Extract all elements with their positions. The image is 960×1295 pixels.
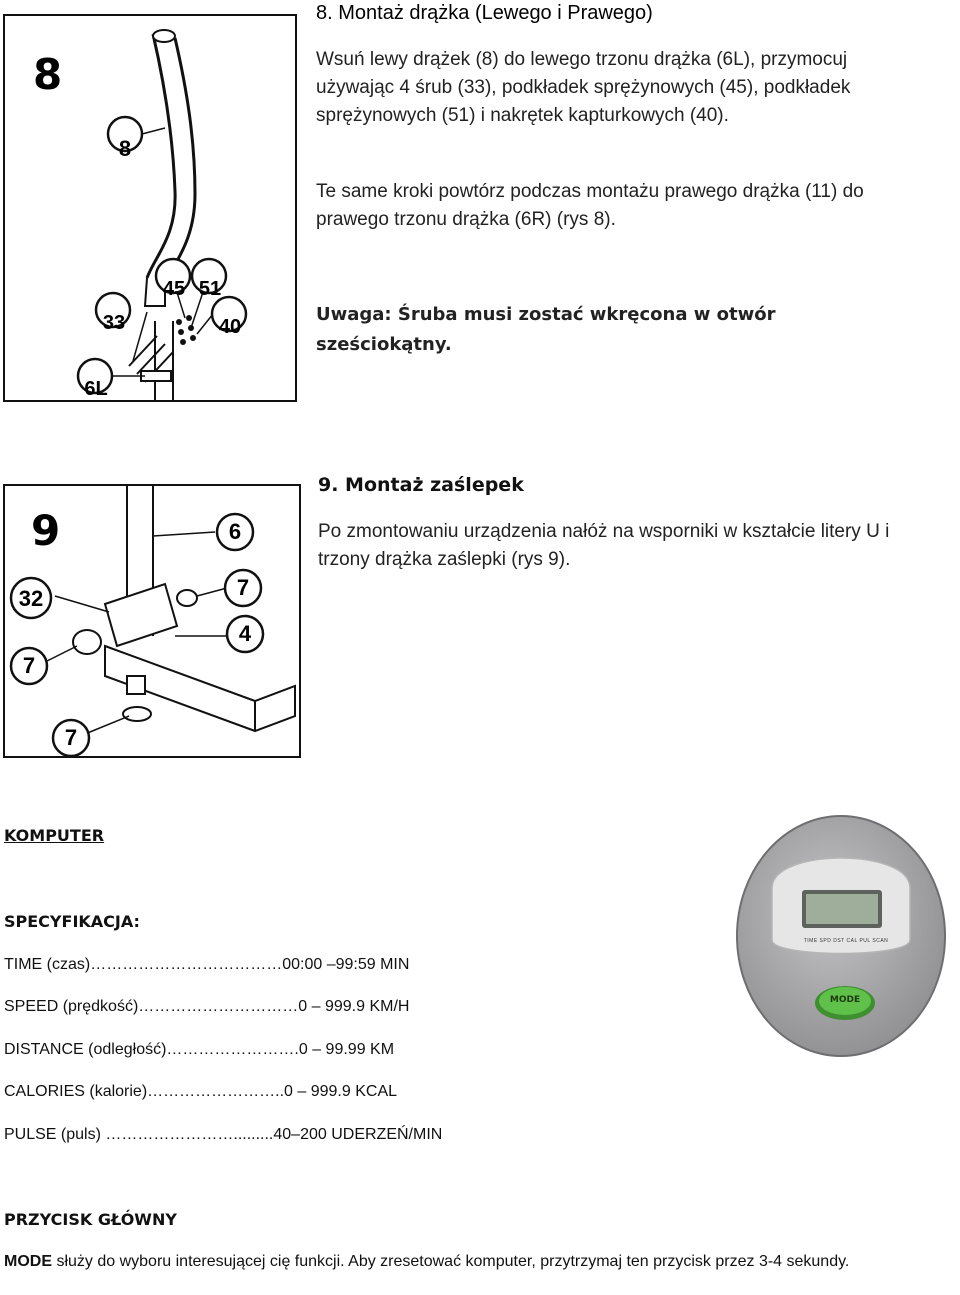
main-button-description [4,1250,894,1273]
figure-9 [3,484,301,758]
figure-8-label-33: 33 [102,312,126,334]
spec-distance: DISTANCE (odległość)…………………….0 – 99.99 KM [4,1041,395,1058]
main-button-heading: PRZYCISK GŁÓWNY [4,1210,177,1229]
spec-time: TIME (czas)………………………………00:00 –99:59 MIN [4,956,410,973]
figure-8 [3,14,297,402]
console-drawing [732,808,950,1060]
figure-8-label-40: 40 [218,316,242,338]
section-8-note: Uwaga: Śruba musi zostać wkręcona w otwór sześciokątny. [316,304,776,355]
figure-8-label-45: 45 [162,278,186,300]
section-8-paragraph-1: Wsuń lewy drążek (8) do lewego trzonu drążka (6L), przymocuj używając 4 śrub (33), podkładek sprężynowych (45), podkładek sprężynowych (51) i nakrętek kapturkowych (40). [316,49,851,126]
spec-heading: SPECYFIKACJA: [4,912,140,931]
figure-9-number: 9 [31,506,61,555]
mode-word: MODE [4,1253,52,1270]
figure-8-label-8: 8 [118,136,132,161]
figure-9-label-7-left: 7 [22,653,36,678]
computer-heading: KOMPUTER [4,826,105,845]
main-button-text: służy do wyboru interesującej cię funkcji. Aby zresetować komputer, przytrzymaj ten przycisk przez 3-4 sekundy. [52,1253,850,1270]
console-function-labels: TIME SPD DST CAL PUL SCAN [803,938,889,944]
figure-9-label-6: 6 [228,519,242,544]
figure-8-label-51: 51 [198,278,222,300]
spec-calories: CALORIES (kalorie)……………………..0 – 999.9 KCAL [4,1083,398,1100]
figure-8-number: 8 [33,50,63,99]
section-9-paragraph: Po zmontowaniu urządzenia nałóż na wsporniki w kształcie litery U i trzony drążka zaślepki (rys 9). [318,521,890,570]
spec-pulse: PULSE (puls) …………………….........40–200 UDERZEŃ/MIN [4,1126,443,1143]
figure-9-label-7-bottom: 7 [64,725,78,750]
mode-button-label: MODE [829,995,861,1005]
spec-speed: SPEED (prędkość)…………………………0 – 999.9 KM/H [4,998,410,1015]
figure-9-label-7-top: 7 [236,575,250,600]
computer-console [732,808,950,1060]
figure-8-label-6l: 6L [84,378,108,400]
figure-9-label-4: 4 [238,621,252,646]
figure-9-label-32: 32 [18,586,44,611]
section-9-title: 9. Montaż zaślepek [318,474,524,496]
section-8-paragraph-2: Te same kroki powtórz podczas montażu prawego drążka (11) do prawego trzonu drążka (6R) (rys 8). [316,181,864,230]
section-8-title: 8. Montaż drążka (Lewego i Prawego) [316,2,653,24]
